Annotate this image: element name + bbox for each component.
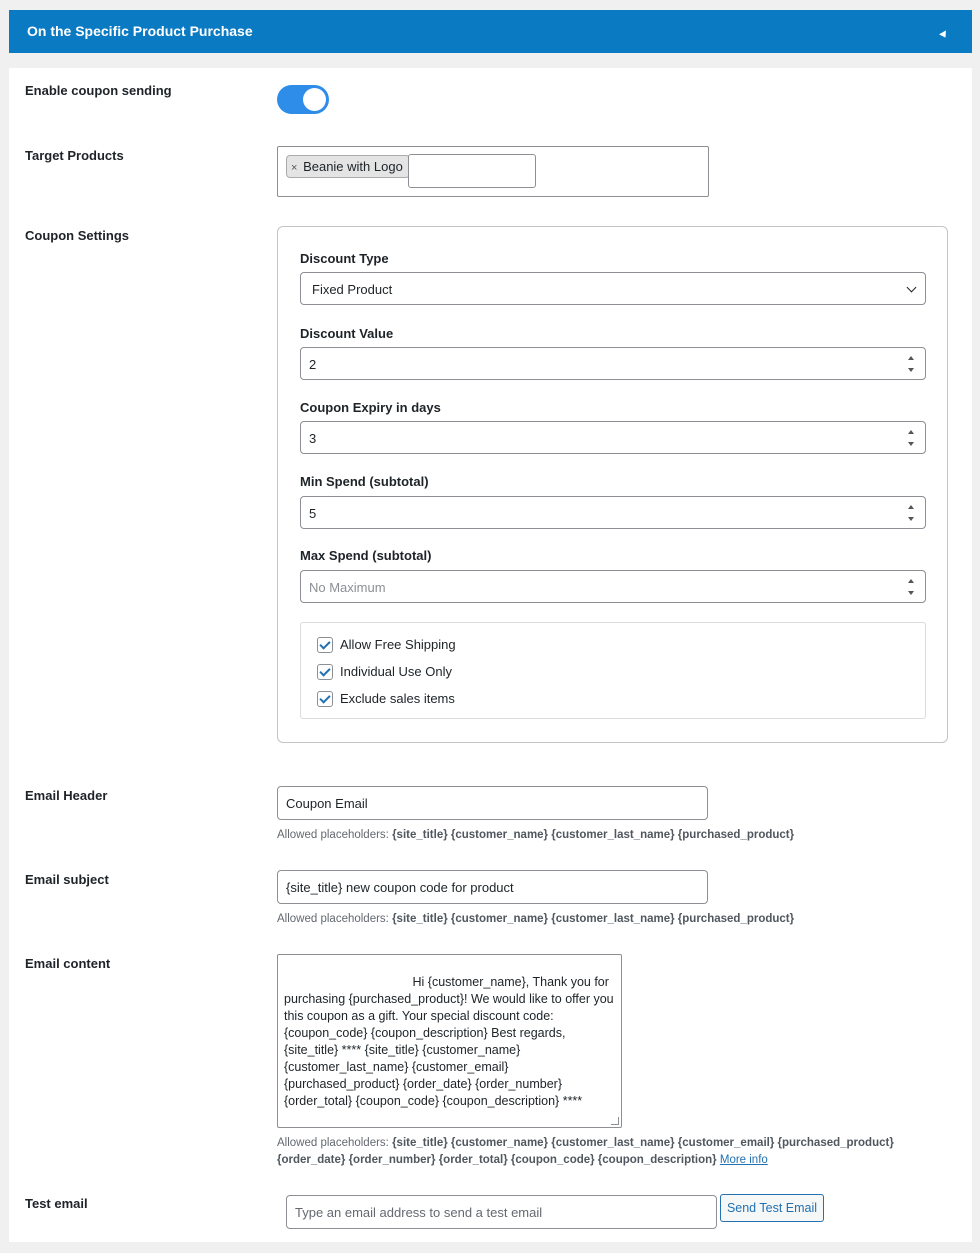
product-chip (286, 155, 410, 178)
email-subject-help (277, 911, 794, 928)
section-title: On the Specific Product Purchase (27, 23, 253, 39)
discount-type-label: Discount Type (300, 251, 389, 266)
number-spinner-icon[interactable] (908, 355, 916, 373)
discount-value-label: Discount Value (300, 326, 394, 341)
check-icon (319, 692, 330, 703)
discount-type-select[interactable] (300, 272, 926, 305)
min-spend-label: Min Spend (subtotal) (300, 474, 429, 489)
max-spend-placeholder: No Maximum (309, 580, 386, 595)
test-email-label: Test email (25, 1196, 88, 1211)
number-spinner-icon[interactable] (908, 429, 916, 447)
email-content-textarea[interactable] (277, 954, 622, 1128)
check-icon (319, 638, 330, 649)
help-placeholders-line2: {order_date} {order_number} {order_total} {coupon_code} {coupon_description} (277, 1154, 717, 1166)
coupon-settings-card (277, 226, 948, 743)
chevron-down-icon (907, 283, 917, 293)
expiry-input[interactable] (300, 421, 926, 454)
individual-use-label: Individual Use Only (340, 664, 452, 679)
min-spend-input[interactable] (300, 496, 926, 529)
remove-chip-icon[interactable]: × (291, 162, 298, 174)
help-placeholders: {site_title} {customer_name} {customer_last_name} {purchased_product} (392, 829, 795, 841)
individual-use-checkbox[interactable] (317, 664, 333, 680)
more-info-link[interactable]: More info (719, 1154, 768, 1166)
number-spinner-icon[interactable] (908, 504, 916, 522)
enable-coupon-toggle[interactable] (277, 85, 329, 114)
test-email-placeholder: Type an email address to send a test email (295, 1205, 543, 1220)
email-header-help (277, 827, 794, 844)
discount-type-value: Fixed Product (312, 282, 393, 297)
collapse-caret-icon[interactable] (939, 30, 949, 39)
number-spinner-icon[interactable] (908, 578, 916, 596)
email-content-help (277, 1135, 894, 1169)
test-email-input[interactable] (286, 1195, 717, 1229)
exclude-sales-checkbox[interactable] (317, 691, 333, 707)
help-prefix: Allowed placeholders: (277, 913, 393, 925)
expiry-value: 3 (309, 431, 317, 446)
min-spend-value: 5 (309, 506, 317, 521)
section-header[interactable] (9, 10, 972, 53)
discount-value-input[interactable] (300, 347, 926, 380)
email-header-input[interactable] (277, 786, 708, 820)
expiry-label: Coupon Expiry in days (300, 400, 441, 415)
toggle-knob (303, 88, 326, 111)
product-search-input[interactable] (408, 154, 536, 188)
email-subject-label: Email subject (25, 872, 109, 887)
email-header-value: Coupon Email (286, 796, 368, 811)
email-content-label: Email content (25, 956, 111, 971)
enable-coupon-label: Enable coupon sending (25, 83, 172, 98)
discount-value: 2 (309, 357, 317, 372)
help-placeholders-line1: {site_title} {customer_name} {customer_last_name} {customer_email} {purchased_product} (392, 1137, 894, 1149)
email-content-value: Hi {customer_name}, Thank you for purchasing {purchased_product}! We would like to offer you this coupon as a gift. Your special discount code: {coupon_code} {coupon_description} Best regards, {site_title} **** {site_title} {customer_name} {customer_last_name} {customer_email} {purchased_product} {order_date} {order_number} {order_total} {coupon_code} {coupon_description} **** (284, 975, 618, 1108)
email-subject-input[interactable] (277, 870, 708, 904)
help-prefix: Allowed placeholders: (277, 1137, 393, 1149)
exclude-sales-label: Exclude sales items (340, 691, 455, 706)
coupon-options-box (300, 622, 926, 719)
settings-panel (9, 68, 972, 1242)
target-products-label: Target Products (25, 148, 124, 163)
target-products-select[interactable] (277, 146, 709, 197)
email-subject-value: {site_title} new coupon code for product (286, 880, 514, 895)
free-shipping-label: Allow Free Shipping (340, 637, 456, 652)
product-chip-label: Beanie with Logo (303, 159, 403, 174)
resize-handle-icon[interactable] (611, 1117, 619, 1125)
coupon-settings-label: Coupon Settings (25, 228, 129, 243)
max-spend-label: Max Spend (subtotal) (300, 548, 432, 563)
email-header-label: Email Header (25, 788, 108, 803)
max-spend-input[interactable] (300, 570, 926, 603)
help-prefix: Allowed placeholders: (277, 829, 393, 841)
free-shipping-checkbox[interactable] (317, 637, 333, 653)
check-icon (319, 665, 330, 676)
help-placeholders: {site_title} {customer_name} {customer_last_name} {purchased_product} (392, 913, 795, 925)
send-test-email-button[interactable]: Send Test Email (720, 1194, 824, 1222)
